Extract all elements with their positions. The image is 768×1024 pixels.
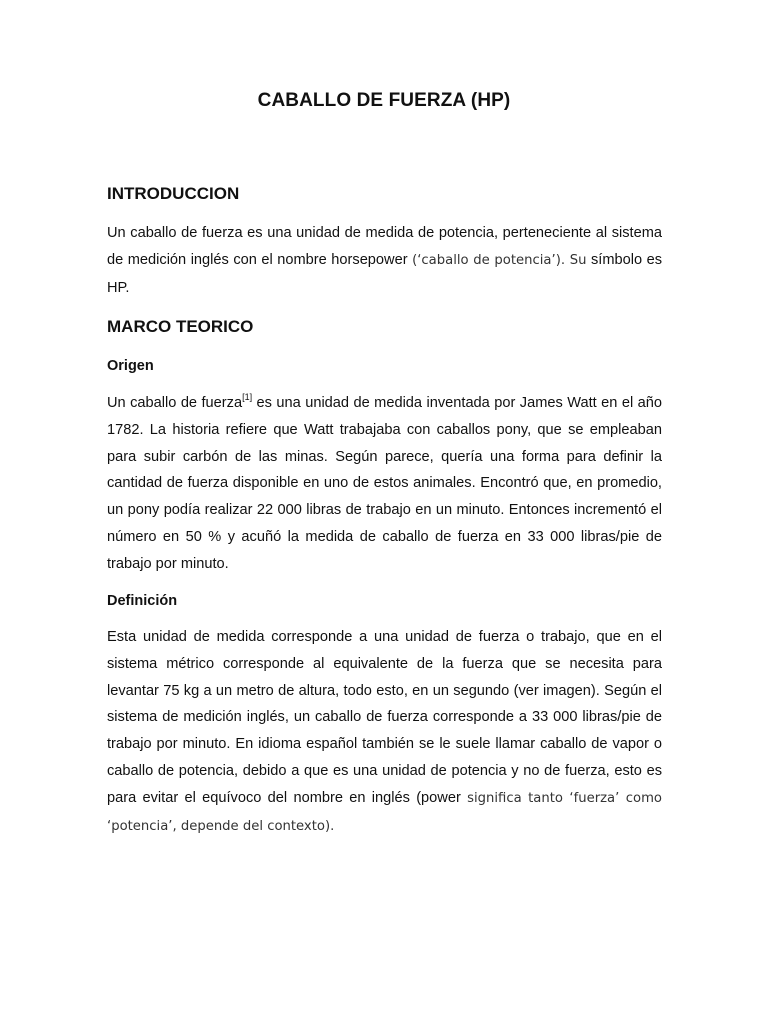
section-heading-introduccion: INTRODUCCION bbox=[107, 184, 240, 203]
definicion-paragraph bbox=[107, 624, 662, 840]
footnote-reference[interactable]: [1] bbox=[242, 392, 253, 403]
introduccion-text-alt: (‘caballo de potencia’). Su bbox=[412, 252, 587, 268]
section-heading-marco-teorico: MARCO TEORICO bbox=[107, 317, 254, 336]
definicion-text-alt: significa tanto ‘fuerza’ como ‘potencia’, depende del contexto). bbox=[107, 790, 662, 834]
introduccion-paragraph bbox=[107, 220, 662, 301]
introduccion-text: Un caballo de fuerza es una unidad de medida de potencia, perteneciente al sistema de medición inglés con el nombre horsepower bbox=[107, 225, 662, 268]
origen-text: es una unidad de medida inventada por James Watt en el año 1782. La historia refiere que Watt trabajaba con caballos pony, que se empleaban para subir carbón de las minas. Según parece, quería una forma para definir la cantidad de fuerza disponible en uno de estos animales. Encontró que, en promedio, un pony podía realizar 22 000 libras de trabajo en un minuto. Entonces incrementó el número en 50 % y acuñó la medida de caballo de fuerza en 33 000 libras/pie de trabajo por minuto. bbox=[107, 395, 662, 572]
subheading-origen: Origen bbox=[107, 358, 154, 374]
origen-text-start: Un caballo de fuerza bbox=[107, 395, 243, 411]
document-title: CABALLO DE FUERZA (HP) bbox=[257, 90, 511, 111]
introduccion-text-end: símbolo es HP. bbox=[107, 251, 663, 296]
origen-paragraph bbox=[107, 390, 662, 578]
subheading-definicion: Definición bbox=[107, 593, 178, 609]
definicion-text: Esta unidad de medida corresponde a una unidad de fuerza o trabajo, que en el sistema métrico corresponde al equivalente de la fuerza que se necesita para levantar 75 kg a un metro de altura, todo esto, en un segundo (ver imagen). Según el sistema de medición inglés, un caballo de fuerza corresponde a 33 000 libras/pie de trabajo por minuto. En idioma español también se le suele llamar caballo de vapor o caballo de potencia, debido a que es una unidad de potencia y no de fuerza, esto es para evitar el equívoco del nombre en inglés (power bbox=[107, 629, 662, 806]
